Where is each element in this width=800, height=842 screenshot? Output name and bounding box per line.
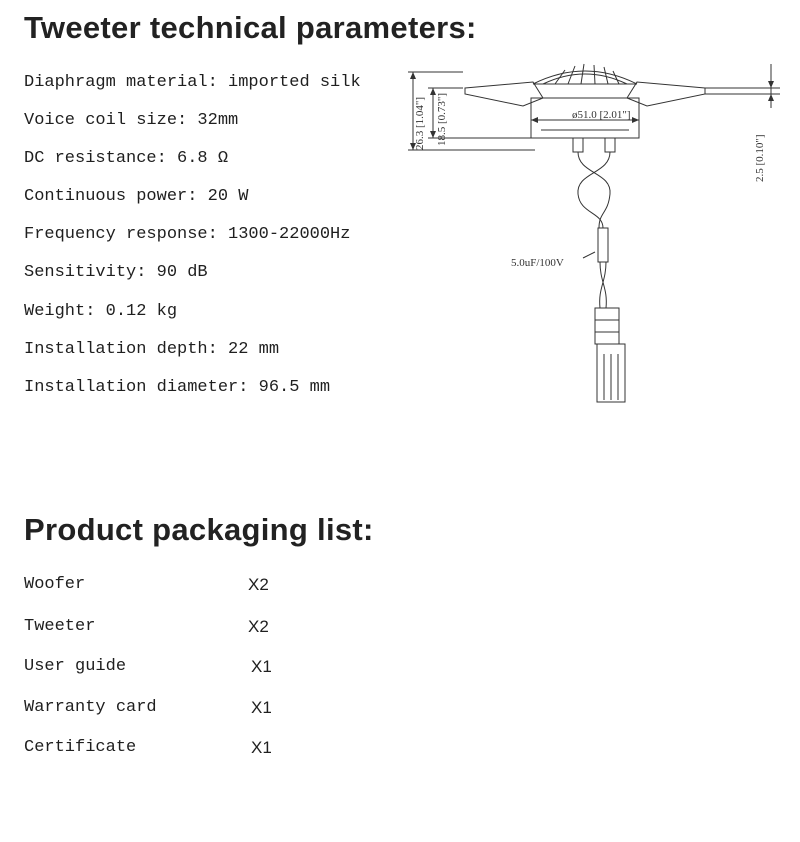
spec-continuous-power: Continuous power: 20 W [24, 187, 249, 206]
terminal-left [573, 138, 583, 152]
spec-sensitivity: Sensitivity: 90 dB [24, 263, 208, 282]
spec-installation-diameter: Installation diameter: 96.5 mm [24, 378, 331, 397]
spec-diaphragm: Diaphragm material: imported silk [24, 73, 361, 92]
packaging-list-heading: Product packaging list: [24, 512, 374, 547]
pack-qty-tweeter: X2 [248, 617, 269, 636]
pack-qty-warranty-card: X1 [251, 698, 272, 717]
pack-item-tweeter: Tweeter [24, 617, 96, 636]
dim-diameter-label: ø51.0 [2.01"] [572, 109, 631, 121]
spec-dc-resistance: DC resistance: 6.8 Ω [24, 149, 229, 168]
pack-item-user-guide: User guide [24, 657, 127, 676]
spec-weight: Weight: 0.12 kg [24, 302, 178, 321]
pack-qty-user-guide: X1 [251, 657, 272, 676]
pack-qty-certificate: X1 [251, 738, 272, 757]
pack-item-warranty-card: Warranty card [24, 698, 157, 717]
terminal-right [605, 138, 615, 152]
spec-voice-coil: Voice coil size: 32mm [24, 111, 239, 130]
tweeter-dimension-diagram [405, 62, 785, 412]
dim-total-height-label: 26.3 [1.04"] [414, 96, 426, 150]
tech-params-heading: Tweeter technical parameters: [24, 10, 477, 45]
pack-item-woofer: Woofer [24, 575, 86, 594]
dim-body-height-label: 18.5 [0.73"] [436, 92, 448, 146]
capacitor-label: 5.0uF/100V [511, 257, 564, 269]
wire-lead-b [578, 152, 610, 228]
pack-qty-woofer: X2 [248, 575, 269, 594]
spec-frequency-response: Frequency response: 1300-22000Hz [24, 225, 351, 244]
spec-installation-depth: Installation depth: 22 mm [24, 340, 280, 359]
connector-housing [595, 308, 619, 344]
capacitor [598, 228, 608, 262]
dim-flange-label: 2.5 [0.10"] [754, 134, 766, 182]
wire-lead-a [578, 152, 610, 228]
pack-item-certificate: Certificate [24, 738, 137, 757]
